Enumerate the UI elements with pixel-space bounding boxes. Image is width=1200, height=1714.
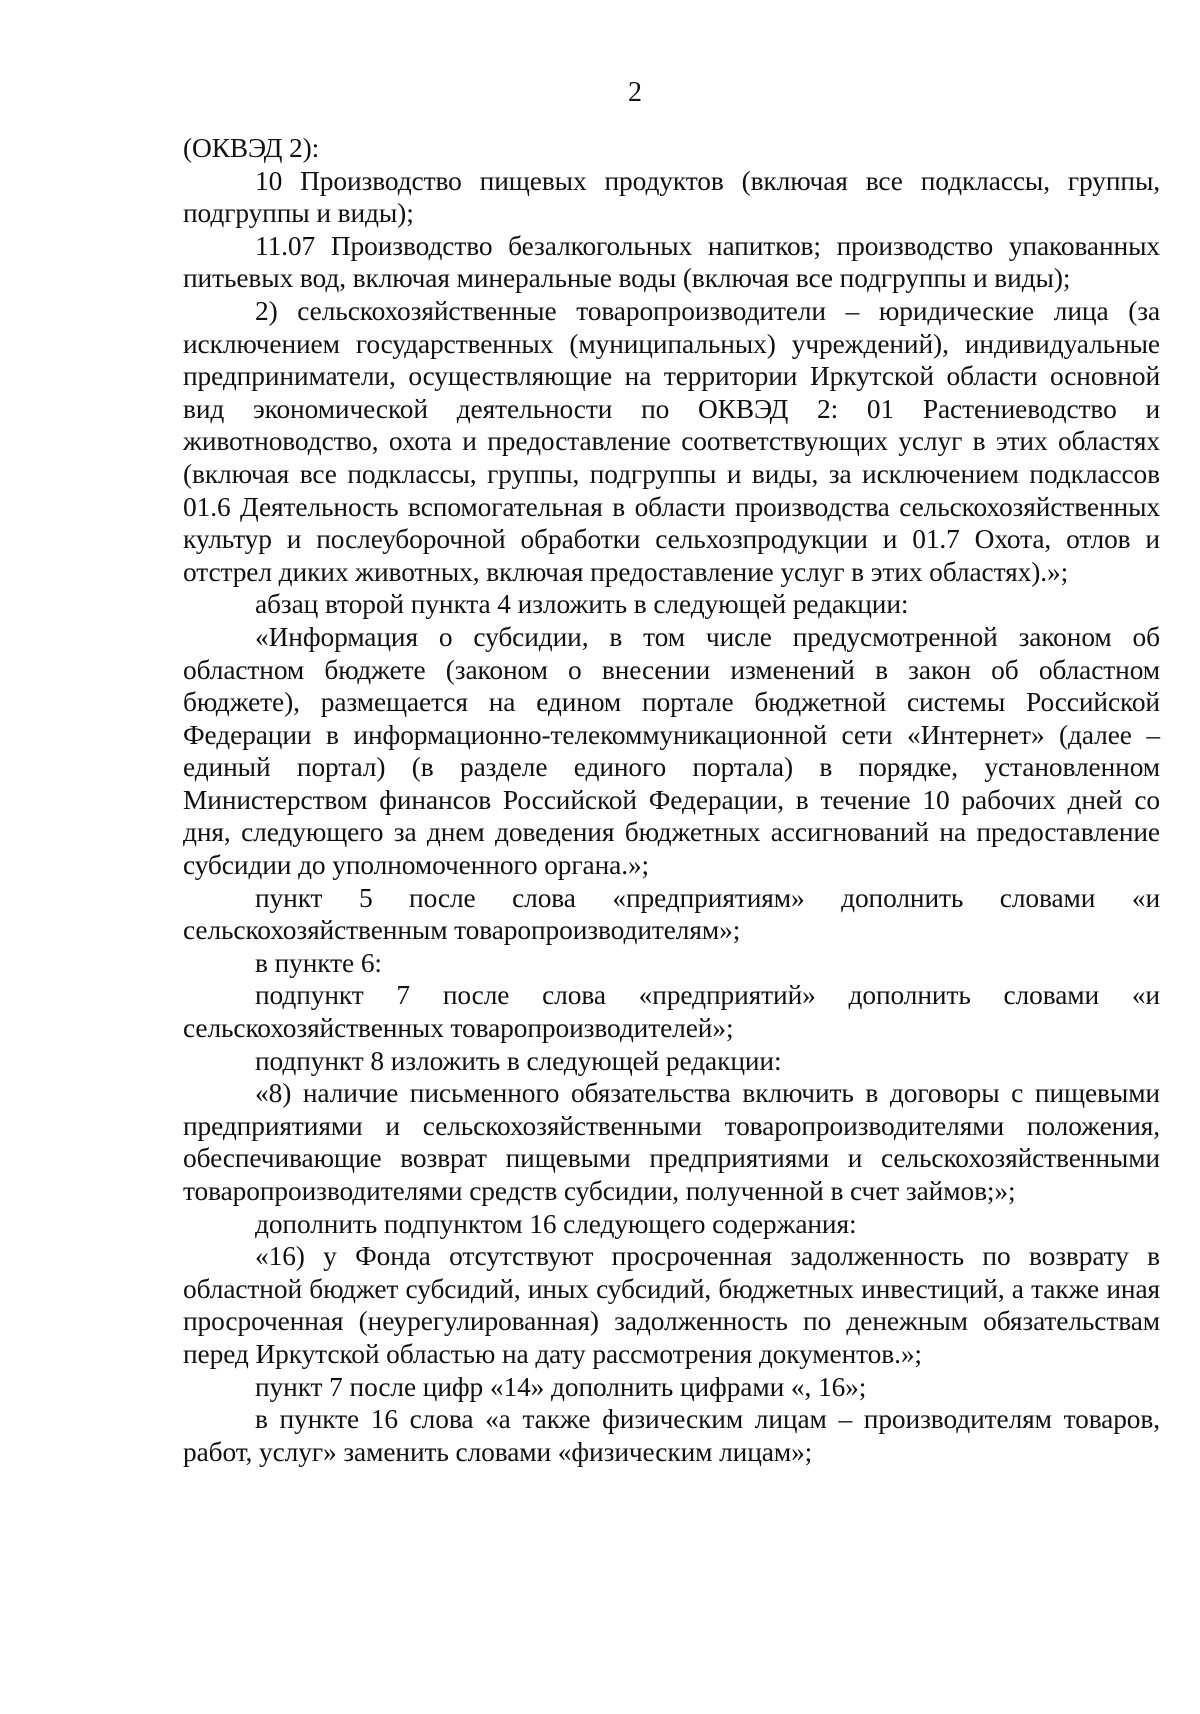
paragraph-agricultural-producers: 2) сельскохозяйственные товаропроизводители – юридические лица (за исключением государственных (муниципальных) учреждений), индивидуальные предприниматели, осуществляющие на территории Иркутской области основной вид экономической деятельности по ОКВЭД 2: 01 Растениеводство и животноводство, охота и предоставление соответствующих услуг в этих областях (включая все подклассы, группы, подгруппы и виды, за исключением подклассов 01.6 Деятельность вспомогательная в области производства сельскохозяйственных культур и послеуборочной обработки сельхозпродукции и 01.7 Охота, отлов и отстрел диких животных, включая предоставление услуг в этих областях).»; xyxy=(183,295,1160,587)
paragraph-food-production: 10 Производство пищевых продуктов (включая все подклассы, группы, подгруппы и виды); xyxy=(183,165,1160,229)
paragraph-subpoint-8-intro: подпункт 8 изложить в следующей редакции: xyxy=(255,1045,782,1076)
paragraph-subpoint-16-intro: дополнить подпунктом 16 следующего содержания: xyxy=(255,1208,857,1239)
paragraph-point-16: в пункте 16 слова «а также физическим лицам – производителям товаров, работ, услуг» заменить словами «физическим лицам»; xyxy=(183,1404,1160,1467)
paragraph-point-5: пункт 5 после слова «предприятиям» дополнить словами «и сельскохозяйственным товаропроизводителям»; xyxy=(183,882,1160,946)
paragraph-okved-heading: (ОКВЭД 2): xyxy=(183,133,320,163)
paragraph-subsidy-information: «Информация о субсидии, в том числе предусмотренной законом об областном бюджете (законом о внесении изменений в закон об областном бюджете), размещается на едином портале бюджетной системы Российской Федерации в информационно-телекоммуникационной сети «Интернет» (далее – единый портал) (в разделе единого портала) в порядке, установленном Министерством финансов Российской Федерации, в течение 10 рабочих дней со дня, следующего за днем доведения бюджетных ассигнований на предоставление субсидии до уполномоченного органа.»; xyxy=(183,621,1160,881)
paragraph-point-6: в пункте 6: xyxy=(255,947,382,978)
paragraph-point-7: пункт 7 после цифр «14» дополнить цифрами «, 16»; xyxy=(255,1371,867,1402)
document-body xyxy=(183,132,1160,1468)
paragraph-subpoint-7: подпункт 7 после слова «предприятий» дополнить словами «и сельскохозяйственных товаропроизводителей»; xyxy=(183,980,1160,1044)
paragraph-subpoint-16-text: «16) у Фонда отсутствуют просроченная задолженность по возврату в областной бюджет субсидий, иных субсидий, бюджетных инвестиций, а также иная просроченная (неурегулированная) задолженность по денежным обязательствам перед Иркутской областью на дату рассмотрения документов.»; xyxy=(183,1241,1160,1369)
paragraph-subpoint-8-text: «8) наличие письменного обязательства включить в договоры с пищевыми предприятиями и сельскохозяйственными товаропроизводителями положения, обеспечивающие возврат пищевыми предприятиями и сельскохозяйственными товаропроизводителями средств субсидии, полученной в счет займов;»; xyxy=(183,1078,1160,1206)
paragraph-point-4-intro: абзац второй пункта 4 изложить в следующей редакции: xyxy=(255,589,909,620)
paragraph-soft-drinks: 11.07 Производство безалкогольных напитков; производство упакованных питьевых вод, включая минеральные воды (включая все подгруппы и виды); xyxy=(183,230,1160,294)
page-number: 2 xyxy=(628,77,642,108)
